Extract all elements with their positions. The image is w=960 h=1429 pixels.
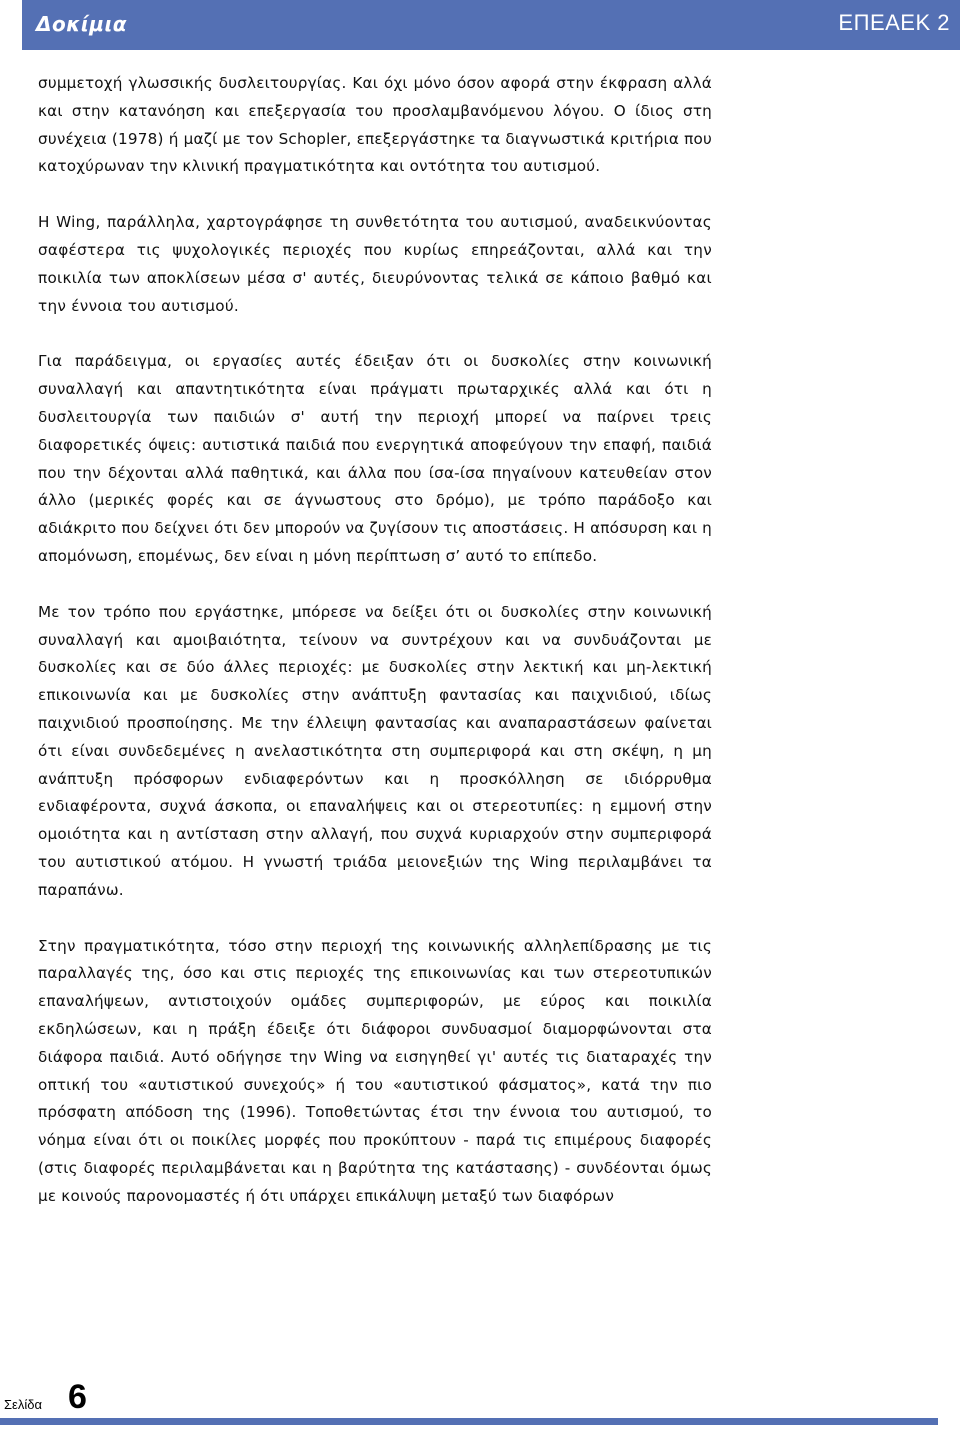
paragraph-4: Με τον τρόπο που εργάστηκε, μπόρεσε να δείξει ότι οι δυσκολίες στην κοινωνική συναλλαγή και αμοιβαιότητα, τείνουν να συντρέχουν και να συνδυάζονται με δυσκολίες και σε δύο άλλες περιοχές: με δυσκολίες στην λεκτική και μη-λεκτική επικοινωνία και με δυσκολίες στην ανάπτυξη φαντασίας και παιχνιδιού, ιδίως παιχνιδιού προσποίησης. Με την έλλειψη φαντασίας και αναπαραστάσεων φαίνεται ότι είναι συνδεδεμένες η ανελαστικότητα στη συμπεριφορά και στη σκέψη, η μη ανάπτυξη πρόσφορων ενδιαφερόντων και η προσκόλληση σε ιδιόρρυθμα ενδιαφέροντα, συχνά άσκοπα, οι επαναλήψεις και οι στερεοτυπίες: η εμμονή στην ομοιότητα και η αντίσταση στην αλλαγή, που συχνά κυριαρχούν στην συμπεριφορά του αυτιστικού ατόμου. Η γνωστή τριάδα μειονεξιών της Wing περιλαμβάνει τα παραπάνω. [38, 602, 712, 899]
paragraph-5: Στην πραγματικότητα, τόσο στην περιοχή της κοινωνικής αλληλεπίδρασης με τις παραλλαγές της, όσο και στις περιοχές της επικοινωνίας και των στερεοτυπικών επαναλήψεων, αντιστοιχούν ομάδες συμπεριφορών, με εύρος και ποικιλία εκδηλώσεων, και η πράξη έδειξε ότι διάφοροι συνδυασμοί διαμορφώνονται στα διάφορα παιδιά. Αυτό οδήγησε την Wing να εισηγηθεί γι' αυτές τις διαταραχές την οπτική του «αυτιστικού συνεχούς» ή του «αυτιστικού φάσματος», κατά την πιο πρόσφατη απόδοση της (1996). Τοποθετώντας έτσι την έννοια του αυτισμού, το νόημα είναι ότι οι ποικίλες μορφές που προκύπτουν - παρά τις επιμέρους διαφορές (στις διαφορές περιλαμβάνεται και η βαρύτητα της κατάστασης) - συνδέονται όμως με κοινούς παρονομαστές ή ότι υπάρχει επικάλυψη μεταξύ των διαφόρων [38, 936, 712, 1205]
header-title: Δοκίμια [36, 12, 127, 36]
header-program-label: ΕΠΕΑΕΚ 2 [838, 10, 950, 35]
paragraph-1: συμμετοχή γλωσσικής δυσλειτουργίας. Και όχι μόνο όσον αφορά στην έκφραση αλλά και στην κατανόηση και επεξεργασία του προσλαμβανόμενου λόγου. Ο ίδιος στη συνέχεια (1978) ή μαζί με τον Schopler, επεξεργάστηκε τα διαγνωστικά κριτήρια που κατοχύρωναν την κλινική πραγματικότητα και οντότητα του αυτισμού. [38, 74, 712, 176]
paragraph-3: Για παράδειγμα, οι εργασίες αυτές έδειξαν ότι οι δυσκολίες στην κοινωνική συναλλαγή και απαντητικότητα είναι πράγματι πρωταρχικές αλλά και ότι η δυσλειτουργία των παιδιών σ' αυτή την περιοχή μπορεί να παίρνει τρεις διαφορετικές όψεις: αυτιστικά παιδιά που ενεργητικά αποφεύγουν την επαφή, παιδιά που την δέχονται αλλά παθητικά, και άλλα που ίσα-ίσα πηγαίνουν κατευθείαν στον άλλο (μερικές φορές και σε άγνωστους στο δρόμο), με τρόπο παράδοξο και αδιάκριτο που δείχνει ότι δεν μπορούν να ζυγίσουν τις αποστάσεις. Η απόσυρση και η απομόνωση, επομένως, δεν είναι η μόνη περίπτωση σ’ αυτό το επίπεδο. [38, 352, 713, 565]
page-label: Σελίδα [4, 1397, 42, 1412]
document-body [38, 70, 712, 1210]
page-number: 6 [68, 1378, 87, 1416]
page-footer [0, 1378, 960, 1429]
header-bar [22, 0, 960, 50]
footer-bar [0, 1418, 938, 1425]
paragraph-2: Η Wing, παράλληλα, χαρτογράφησε τη συνθετότητα του αυτισμού, αναδεικνύοντας σαφέστερα τις ψυχολογικές περιοχές που κυρίως επηρεάζονται, αλλά και την ποικιλία των αποκλίσεων μέσα σ' αυτές, διευρύνοντας τελικά σε κάποιο βαθμό και την έννοια του αυτισμού. [38, 213, 712, 315]
